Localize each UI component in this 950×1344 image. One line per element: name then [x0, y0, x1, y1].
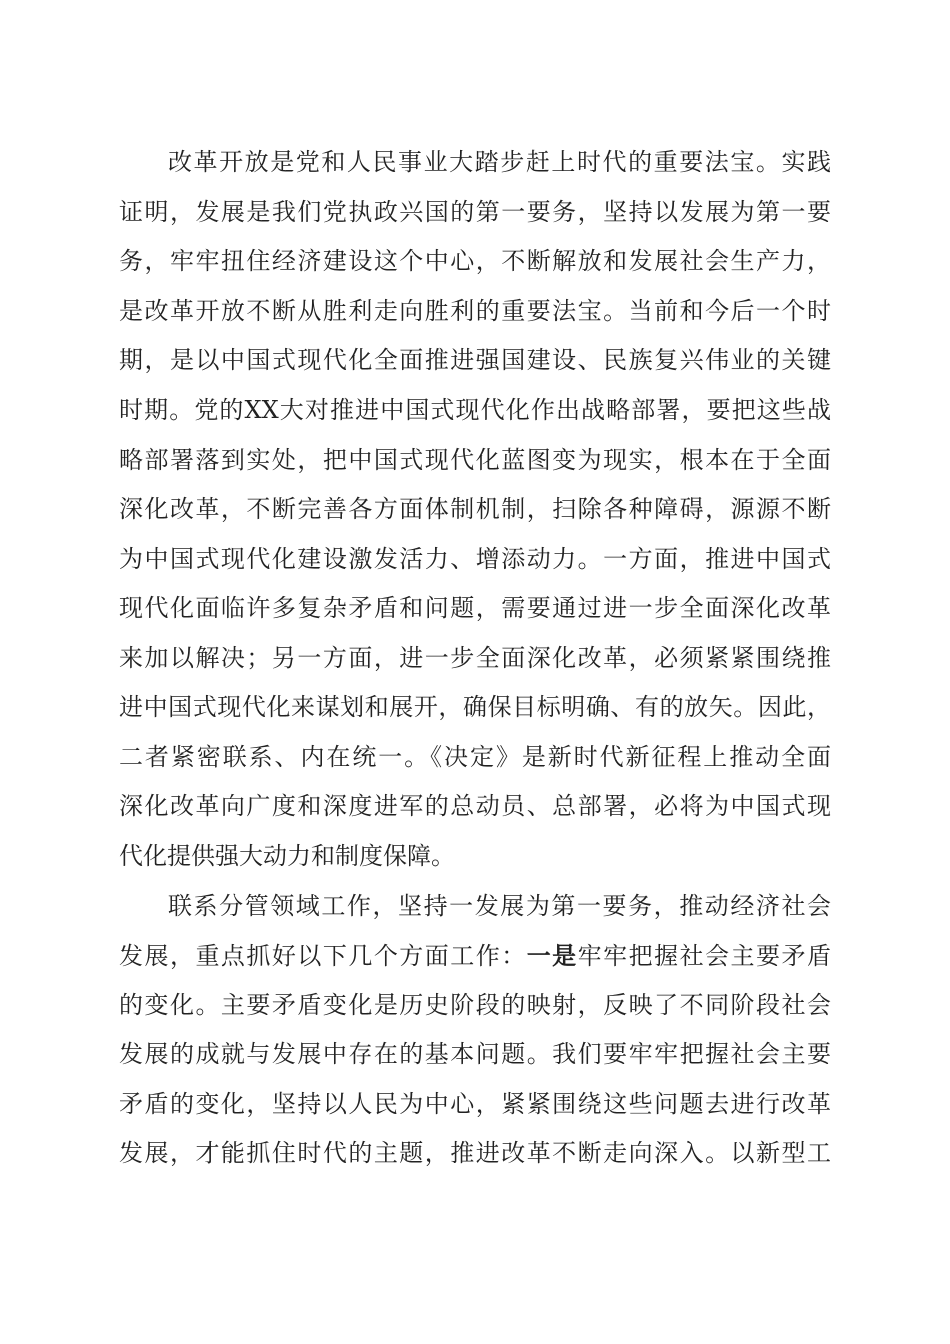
paragraph-1-line-8: 深化改革，不断完善各方面体制机制，扫除各种障碍，源源不断 — [119, 495, 831, 523]
paragraph-1-line-4: 是改革开放不断从胜利走向胜利的重要法宝。当前和今后一个时 — [119, 297, 831, 325]
paragraph-2-line-6: 发展，才能抓住时代的主题，推进改革不断走向深入。以新型工 — [119, 1139, 831, 1167]
paragraph-1-line-3: 务，牢牢扭住经济建设这个中心，不断解放和发展社会生产力， — [119, 247, 831, 275]
paragraph-2-line-2-before: 发展，重点抓好以下几个方面工作： — [119, 942, 527, 970]
paragraph-2-line-2-after: 牢牢把握社会主要矛盾 — [577, 942, 832, 970]
paragraph-1-line-14: 深化改革向广度和深度进军的总动员、总部署，必将为中国式现 — [119, 792, 831, 820]
paragraph-2-line-4: 发展的成就与发展中存在的基本问题。我们要牢牢把握社会主要 — [119, 1040, 831, 1068]
paragraph-1-line-12: 进中国式现代化来谋划和展开，确保目标明确、有的放矢。因此， — [119, 693, 831, 721]
paragraph-1-line-15: 代化提供强大动力和制度保障。 — [119, 842, 455, 870]
paragraph-2-line-5: 矛盾的变化，坚持以人民为中心，紧紧围绕这些问题去进行改革 — [119, 1090, 831, 1118]
paragraph-1-line-11: 来加以解决；另一方面，进一步全面深化改革，必须紧紧围绕推 — [119, 644, 831, 672]
paragraph-1-line-1: 改革开放是党和人民事业大踏步赶上时代的重要法宝。实践 — [168, 148, 831, 176]
paragraph-1-line-9: 为中国式现代化建设激发活力、增添动力。一方面，推进中国式 — [119, 545, 831, 573]
paragraph-2-line-1: 联系分管领域工作，坚持一发展为第一要务，推动经济社会 — [168, 892, 831, 920]
paragraph-1-line-6: 时期。党的XX大对推进中国式现代化作出战略部署，要把这些战 — [119, 396, 831, 424]
paragraph-1-line-13: 二者紧密联系、内在统一。《决定》是新时代新征程上推动全面 — [119, 743, 831, 771]
paragraph-1-line-10: 现代化面临许多复杂矛盾和问题，需要通过进一步全面深化改革 — [119, 594, 831, 622]
paragraph-2-line-2 — [119, 931, 831, 980]
paragraph-2-line-3: 的变化。主要矛盾变化是历史阶段的映射，反映了不同阶段社会 — [119, 991, 831, 1019]
paragraph-2-bold-marker: 一是 — [526, 941, 578, 970]
paragraph-1-line-2: 证明，发展是我们党执政兴国的第一要务，坚持以发展为第一要 — [119, 198, 831, 226]
paragraph-1-line-7: 略部署落到实处，把中国式现代化蓝图变为现实，根本在于全面 — [119, 446, 831, 474]
paragraph-1-line-5: 期，是以中国式现代化全面推进强国建设、民族复兴伟业的关键 — [119, 346, 831, 374]
